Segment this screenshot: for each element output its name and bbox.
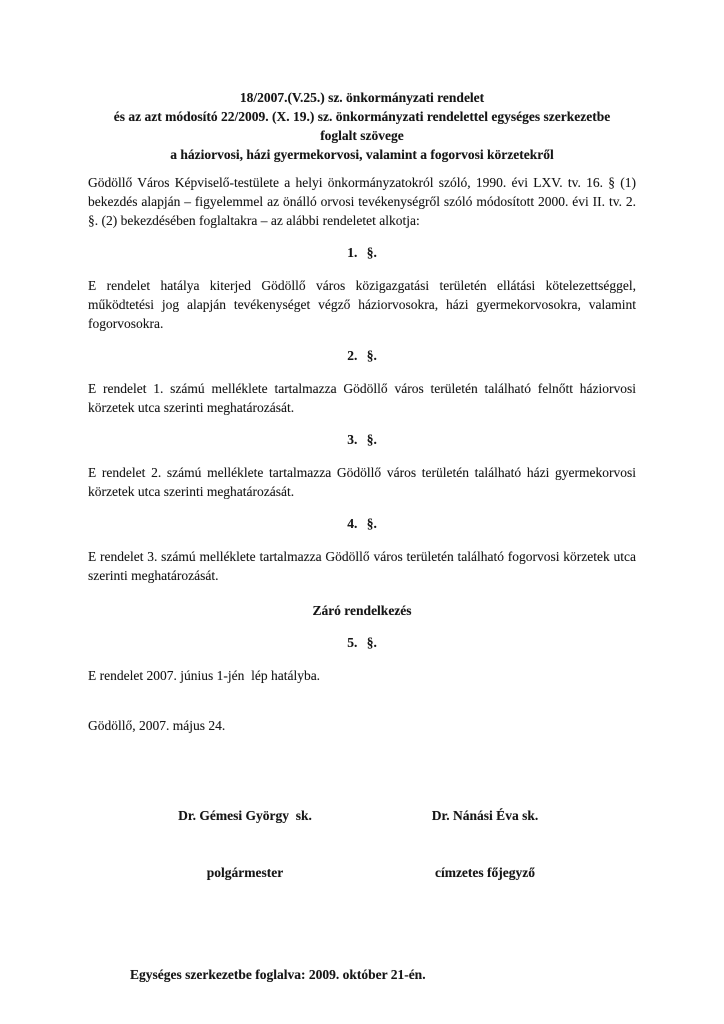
title-line-3: foglalt szövege [320, 128, 404, 143]
consolidation-note: Egységes szerkezetbe foglalva: 2009. október 21-én. [130, 967, 426, 982]
dateline: Gödöllő, 2007. május 24. [88, 718, 226, 733]
title-line-4: a háziorvosi, házi gyermekorvosi, valamint a fogorvosi körzetekről [170, 147, 554, 162]
title-line-1: 18/2007.(V.25.) sz. önkormányzati rendelet [239, 90, 485, 105]
section-3-heading: 3. §. [347, 432, 377, 447]
section-1-body: E rendelet hatálya kiterjed Gödöllő város közigazgatási területén ellátási kötelezettséggel, működtetési jog alapján tevékenységet végző háziorvosokra, házi gyermekorvosokra, valamint fogorvosokra. [88, 278, 636, 331]
closing-provisions-heading: Záró rendelkezés [312, 603, 412, 618]
section-5-heading: 5. §. [347, 635, 377, 650]
document-title [88, 88, 636, 164]
signature-role-notary: címzetes főjegyző [434, 865, 536, 880]
section-2-body: E rendelet 1. számú melléklete tartalmazza Gödöllő város területén található felnőtt háziorvosi körzetek utca szerinti meghatározását. [88, 381, 636, 415]
section-2-heading: 2. §. [347, 348, 377, 363]
signature-name-notary: Dr. Nánási Éva sk. [431, 808, 539, 823]
title-line-2: és az azt módosító 22/2009. (X. 19.) sz. önkormányzati rendelettel egységes szerkezetbe [113, 109, 611, 124]
signature-notary [370, 768, 600, 920]
signature-block [88, 768, 636, 920]
signature-name-mayor: Dr. Gémesi György sk. [178, 808, 312, 823]
preamble-paragraph: Gödöllő Város Képviselő-testülete a helyi önkormányzatokról szóló, 1990. évi LXV. tv. 16. § (1) bekezdés alapján – figyelemmel az önálló orvosi tevékenységről szóló módosított 2000. évi II. tv. 2. §. (2) bekezdésében foglaltakra – az alábbi rendeletet alkotja: [88, 175, 636, 228]
section-1-heading: 1. §. [347, 245, 377, 260]
section-4-body: E rendelet 3. számú melléklete tartalmazza Gödöllő város területén található fogorvosi körzetek utca szerinti meghatározását. [88, 549, 636, 583]
effective-date-paragraph: E rendelet 2007. június 1-jén lép hatályba. [88, 668, 321, 683]
signature-role-mayor: polgármester [206, 865, 284, 880]
section-4-heading: 4. §. [347, 516, 377, 531]
section-3-body: E rendelet 2. számú melléklete tartalmazza Gödöllő város területén található házi gyermekorvosi körzetek utca szerinti meghatározását. [88, 465, 636, 499]
signature-mayor [120, 768, 370, 920]
